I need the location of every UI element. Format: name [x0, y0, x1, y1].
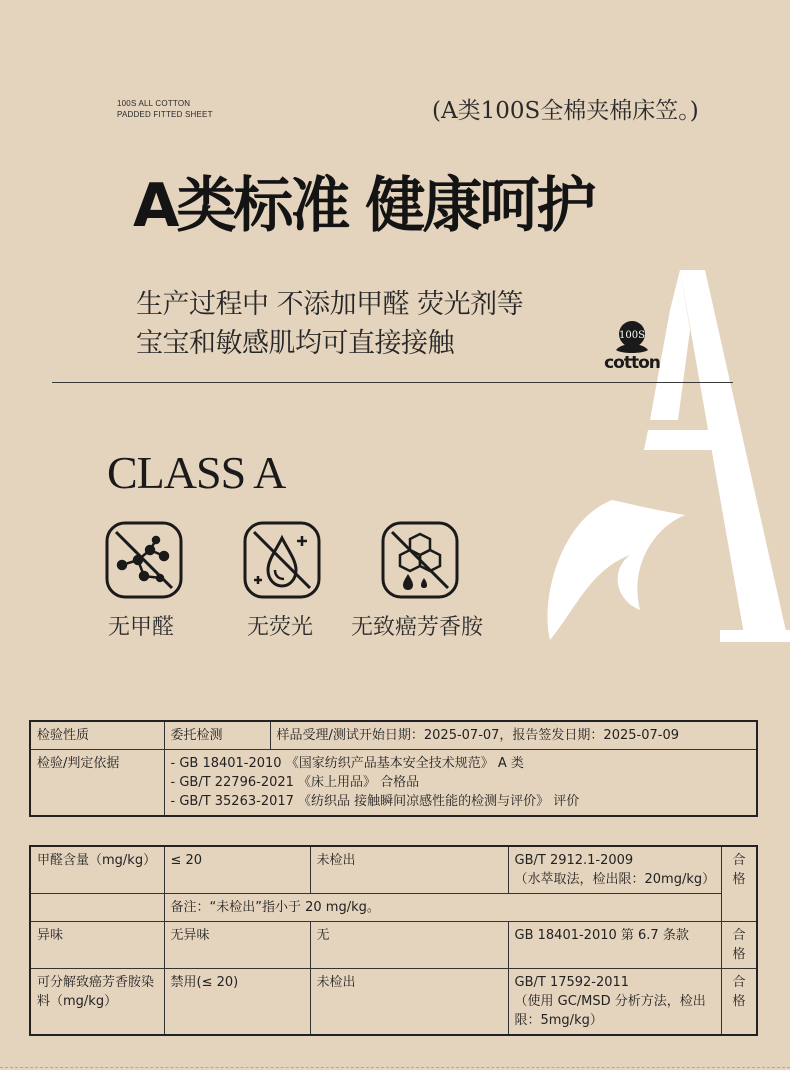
table-row: [30, 846, 757, 894]
table-row: [30, 750, 757, 817]
table-row: [30, 721, 757, 750]
bottom-dashed-line: [0, 1067, 790, 1068]
table-cell-label: 检验/判定依据: [30, 750, 164, 817]
table-row: [30, 969, 757, 1036]
test-note: 备注：“未检出”指小于 20 mg/kg。: [164, 894, 722, 922]
standard-item: - GB/T 22796-2021 《床上用品》 合格品: [170, 775, 420, 790]
test-result: 无: [310, 922, 508, 969]
standard-item: - GB 18401-2010 《国家纺织产品基本安全技术规范》 A 类: [170, 756, 524, 771]
no-formaldehyde-icon: [104, 520, 184, 600]
headline: A类标准 健康呵护: [133, 171, 594, 241]
test-verdict: 合格: [722, 846, 757, 922]
method-standard: GB/T 17592-2011: [514, 975, 630, 990]
table-cell-label: 检验性质: [30, 721, 164, 750]
divider-line: [52, 382, 733, 383]
table-cell-dates: 样品受理/测试开始日期：2025-07-07，报告签发日期：2025-07-09: [270, 721, 757, 750]
test-verdict: 合格: [722, 922, 757, 969]
no-carcinogenic-amine-icon: [380, 520, 460, 600]
feature-label-no-carcinogenic-amine: 无致癌芳香胺: [351, 615, 484, 640]
test-method: GB 18401-2010 第 6.7 条款: [508, 922, 722, 969]
product-parenthetical: (A类100S全棉夹棉床笠。): [432, 98, 699, 124]
table-row: [30, 894, 757, 922]
standard-item: - GB/T 35263-2017 《纺织品 接触瞬间凉感性能的检测与评价》 评价: [170, 794, 580, 809]
test-item: 异味: [30, 922, 164, 969]
english-line-2: PADDED FITTED SHEET: [117, 110, 213, 119]
test-verdict: 合格: [722, 969, 757, 1036]
feature-label-no-formaldehyde: 无甲醛: [108, 615, 175, 640]
method-note: （使用 GC/MSD 分析方法，检出限：5mg/kg）: [514, 994, 706, 1028]
no-fluorescent-icon: [242, 520, 322, 600]
test-result: 未检出: [310, 969, 508, 1036]
cotton-logo: [596, 320, 668, 374]
test-method: [508, 846, 722, 894]
logo-top-text: 100S: [619, 330, 645, 341]
test-method: [508, 969, 722, 1036]
test-item: 甲醛含量（mg/kg）: [30, 846, 164, 894]
english-line-1: 100S ALL COTTON: [117, 99, 191, 108]
test-item: 可分解致癌芳香胺染料（mg/kg）: [30, 969, 164, 1036]
table-cell-value: 委托检测: [164, 721, 270, 750]
table-row: [30, 922, 757, 969]
logo-bottom-text: cotton: [604, 353, 660, 373]
test-limit: ≤ 20: [164, 846, 310, 894]
method-note: （水萃取法，检出限：20mg/kg）: [514, 872, 716, 887]
class-a-title: CLASS A: [107, 447, 286, 498]
table-cell-standards: [164, 750, 757, 817]
subtitle-line-2: 宝宝和敏感肌均可直接接触: [136, 328, 454, 359]
test-results-table: [29, 845, 758, 1036]
feature-label-no-fluorescent: 无荧光: [247, 615, 314, 640]
subtitle-line-1: 生产过程中 不添加甲醛 荧光剂等: [136, 289, 524, 320]
empty-cell: [30, 894, 164, 922]
english-product-name: [117, 98, 213, 120]
method-standard: GB/T 2912.1-2009: [514, 853, 634, 868]
inspection-info-table: [29, 720, 758, 817]
test-result: 未检出: [310, 846, 508, 894]
test-limit: 无异味: [164, 922, 310, 969]
test-limit: 禁用(≤ 20): [164, 969, 310, 1036]
